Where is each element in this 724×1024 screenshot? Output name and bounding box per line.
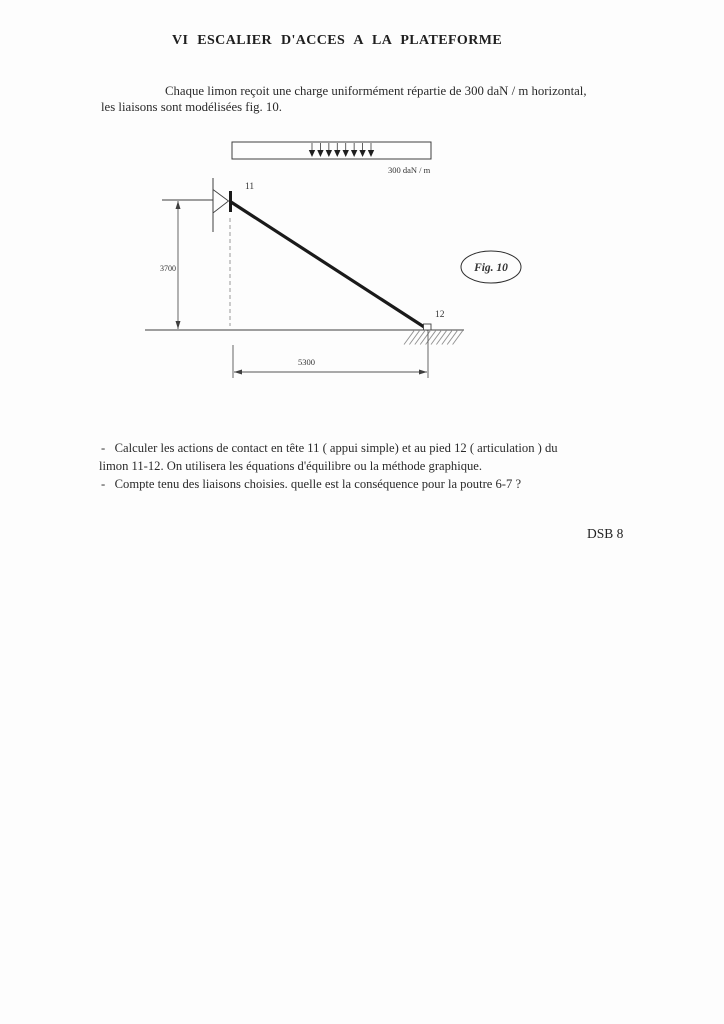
distributed-load-arrows	[309, 143, 374, 157]
ground-hatching	[404, 331, 463, 345]
support-12-pin	[404, 310, 463, 345]
figure-10-diagram	[0, 130, 724, 400]
roller-triangle	[213, 190, 229, 214]
dim-arrow-up	[176, 201, 181, 209]
dim-arrow-right	[419, 370, 427, 375]
intro-paragraph-line-2: les liaisons sont modélisées fig. 10.	[101, 100, 282, 114]
node-12-label: 12	[435, 310, 445, 320]
page-title: VI ESCALIER D'ACCES A LA PLATEFORME	[172, 33, 503, 48]
vertical-dim-label: 3700	[160, 264, 176, 273]
fig-10-label: Fig. 10	[474, 262, 508, 274]
pin-symbol	[424, 324, 432, 330]
horizontal-dim-label: 5300	[298, 357, 315, 367]
horizontal-dimension	[233, 330, 428, 378]
load-value-label: 300 daN / m	[388, 165, 431, 175]
node-11-label: 11	[245, 182, 255, 192]
loaded-beam	[232, 142, 431, 175]
question-2: - Compte tenu des liaisons choisies. quelle est la conséquence pour la poutre 6-7 ?	[101, 477, 522, 491]
figure-caption	[461, 251, 521, 283]
question-1-line-1: - Calculer les actions de contact en tête 11 ( appui simple) et au pied 12 ( articulation ) du	[101, 441, 558, 455]
document-reference: DSB 8	[587, 526, 624, 541]
dim-arrow-down	[176, 321, 181, 329]
intro-paragraph-line-1: Chaque limon reçoit une charge uniformément répartie de 300 daN / m horizontal,	[165, 84, 587, 98]
stringer-member-11-12	[231, 202, 428, 330]
dim-arrow-left	[234, 370, 242, 375]
question-1-line-2: limon 11-12. On utilisera les équations d'équilibre ou la méthode graphique.	[99, 459, 483, 473]
vertical-dimension	[160, 200, 213, 329]
